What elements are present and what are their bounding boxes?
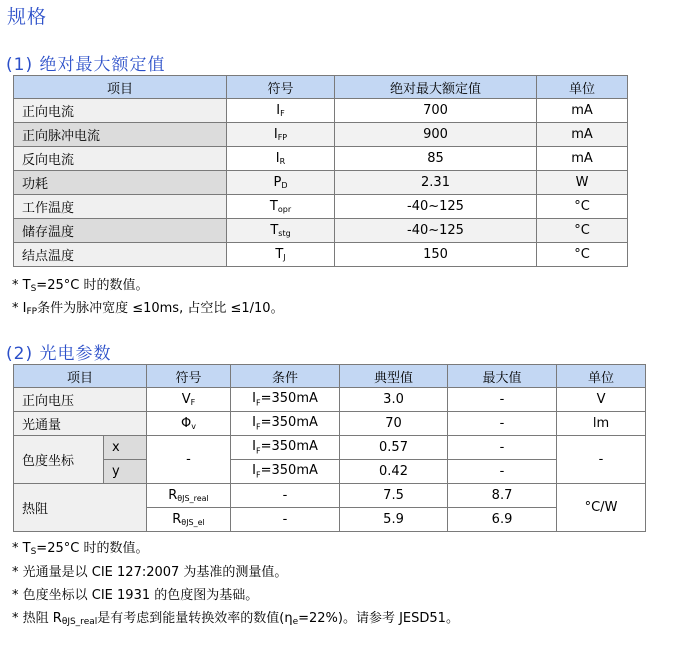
row-label: 正向脉冲电流 [14,123,227,147]
row-label: 热阻 [14,484,147,532]
row-label: 功耗 [14,171,227,195]
unit-cell: °C [537,195,628,219]
symbol-cell: - [147,436,231,484]
section-1-title: (1) 绝对最大额定值 [6,55,166,75]
unit-cell: °C [537,219,628,243]
unit-cell: mA [537,99,628,123]
unit-cell: mA [537,147,628,171]
electro-optical-table [13,364,646,532]
row-label: 正向电压 [14,388,147,412]
typical-cell: 0.42 [340,460,448,484]
table-header-row [14,76,628,99]
unit-cell: °C [537,243,628,267]
unit-cell: - [557,436,646,484]
symbol-cell: $R_{\theta JS\_real}$ [147,484,231,508]
table-row [14,171,628,195]
symbol-cell: $R_{\theta JS\_el}$ [147,508,231,532]
symbol-cell: $\Phi_v$ [147,412,231,436]
header-symbol: 符号 [227,76,335,99]
row-label: 反向电流 [14,147,227,171]
header-rating: 绝对最大额定值 [335,76,537,99]
row-label: 储存温度 [14,219,227,243]
note-s1-ts: * $T_S=25^\circ C$ 时的数值。 [12,278,149,294]
row-label: 光通量 [14,412,147,436]
symbol-cell: $I_{FP}$ [227,123,335,147]
table-row [14,484,646,508]
note-s1-ifp: * $I_{FP}$条件为脉冲宽度 ≤10ms, 占空比 ≤1/10。 [12,301,284,317]
value-cell: 85 [335,147,537,171]
value-cell: 150 [335,243,537,267]
note-s2-flux: * 光通量是以 CIE 127:2007 为基准的测量值。 [12,565,288,580]
header-item: 项目 [14,365,147,388]
symbol-cell: $I_F$ [227,99,335,123]
table-header-row [14,365,646,388]
table-row [14,147,628,171]
page-title: 规格 [7,6,48,28]
unit-cell: V [557,388,646,412]
max-cell: 8.7 [448,484,557,508]
max-cell: - [448,460,557,484]
symbol-cell: $V_F$ [147,388,231,412]
typical-cell: 0.57 [340,436,448,460]
symbol-cell: $P_D$ [227,171,335,195]
row-label: 正向电流 [14,99,227,123]
typical-cell: 3.0 [340,388,448,412]
symbol-cell: $I_R$ [227,147,335,171]
header-symbol: 符号 [147,365,231,388]
absolute-max-ratings-table [13,75,628,267]
typical-cell: 70 [340,412,448,436]
max-cell: - [448,412,557,436]
table-row [14,195,628,219]
table-row [14,219,628,243]
table-row [14,243,628,267]
header-condition: 条件 [231,365,340,388]
value-cell: 900 [335,123,537,147]
table-row [14,123,628,147]
header-unit: 单位 [537,76,628,99]
typical-cell: 7.5 [340,484,448,508]
max-cell: 6.9 [448,508,557,532]
unit-cell: lm [557,412,646,436]
max-cell: - [448,436,557,460]
table-row [14,460,646,484]
table-row [14,412,646,436]
condition-cell: - [231,484,340,508]
header-unit: 单位 [557,365,646,388]
row-label: 结点温度 [14,243,227,267]
header-typical: 典型值 [340,365,448,388]
table-row [14,99,628,123]
note-s2-thermal: * 热阻 $R_{\theta JS\_real}$是有考虑到能量转换效率的数值$(\eta_e=22\%)$。请参考 JESD51。 [12,611,459,627]
condition-cell: $I_F=350mA$ [231,388,340,412]
typical-cell: 5.9 [340,508,448,532]
unit-cell: °C/W [557,484,646,532]
symbol-cell: $T_{stg}$ [227,219,335,243]
note-s2-ts: * $T_S=25^\circ C$ 时的数值。 [12,541,149,557]
row-label: 色度坐标 [14,436,104,484]
max-cell: - [448,388,557,412]
row-label: 工作温度 [14,195,227,219]
condition-cell: - [231,508,340,532]
value-cell: 2.31 [335,171,537,195]
unit-cell: W [537,171,628,195]
chroma-y-label: y [104,460,147,484]
table-row [14,436,646,460]
table-row [14,388,646,412]
symbol-cell: $T_J$ [227,243,335,267]
condition-cell: $I_F=350mA$ [231,460,340,484]
value-cell: -40~125 [335,195,537,219]
symbol-cell: $T_{opr}$ [227,195,335,219]
note-s2-chroma: * 色度坐标以 CIE 1931 的色度图为基础。 [12,588,259,603]
header-item: 项目 [14,76,227,99]
unit-cell: mA [537,123,628,147]
chroma-x-label: x [104,436,147,460]
header-max: 最大值 [448,365,557,388]
section-2-title: (2) 光电参数 [6,344,112,364]
condition-cell: $I_F=350mA$ [231,412,340,436]
condition-cell: $I_F=350mA$ [231,436,340,460]
value-cell: 700 [335,99,537,123]
value-cell: -40~125 [335,219,537,243]
